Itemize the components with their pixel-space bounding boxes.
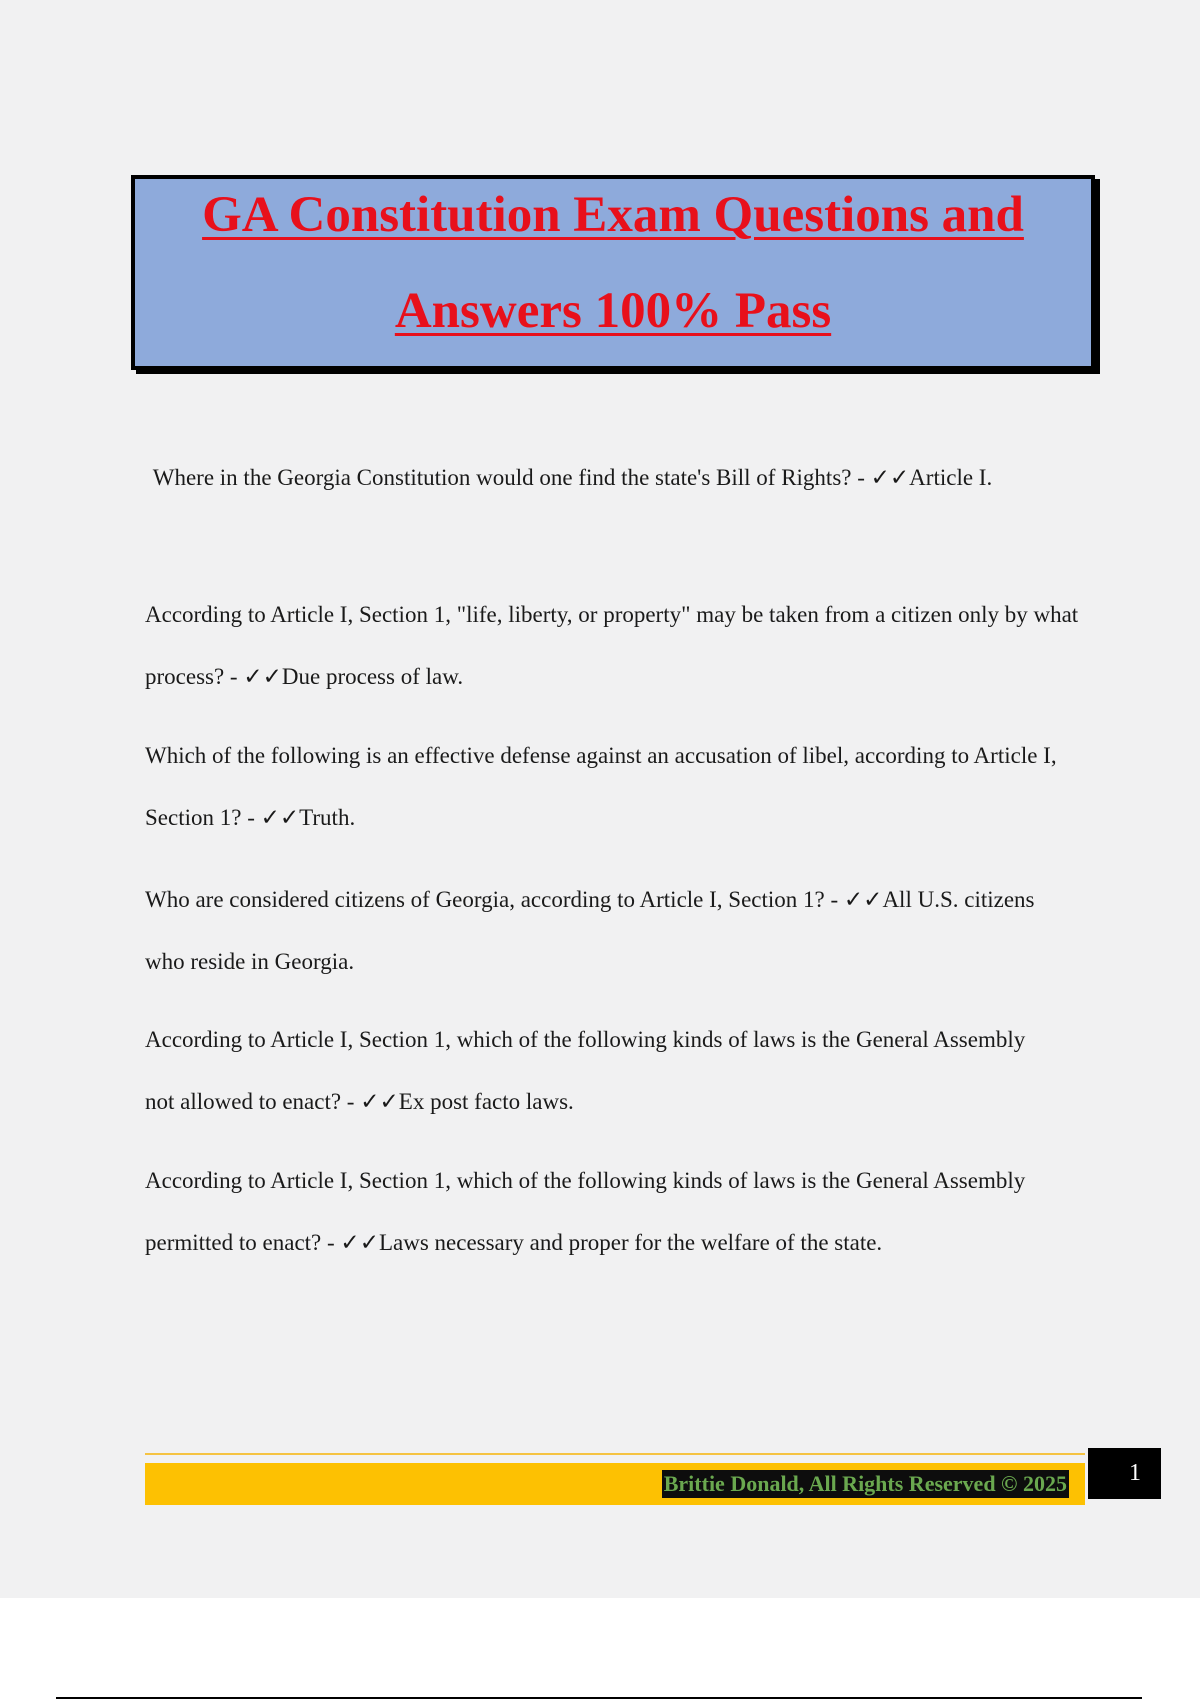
- qa-item: [145, 1150, 1055, 1274]
- document-title-line-2: Answers 100% Pass: [394, 283, 832, 339]
- qa-item: [147, 447, 997, 509]
- footer-divider: [145, 1453, 1085, 1455]
- answer-text: ✓✓All U.S. citizens who reside in Georgia.: [145, 887, 1041, 974]
- title-banner: [131, 175, 1095, 370]
- question-text: According to Article I, Section 1, which of the following kinds of laws is the General Assembly permitted to enact? -: [145, 1168, 1031, 1255]
- qa-item: [145, 725, 1075, 849]
- answer-text: ✓✓Laws necessary and proper for the welfare of the state.: [340, 1230, 883, 1255]
- question-text: Which of the following is an effective defense against an accusation of libel, according to Article I, Section 1? -: [145, 743, 1063, 830]
- answer-text: ✓✓Truth.: [260, 805, 356, 830]
- page-number: 1: [1088, 1448, 1161, 1499]
- question-text: Where in the Georgia Constitution would one find the state's Bill of Rights? -: [147, 465, 865, 490]
- answer-text: ✓✓Article I.: [870, 465, 993, 490]
- document-title-line-1: GA Constitution Exam Questions and: [202, 187, 1024, 243]
- question-text: According to Article I, Section 1, "life, liberty, or property" may be taken from a citizen only by what process? -: [145, 602, 1084, 689]
- question-text: According to Article I, Section 1, which of the following kinds of laws is the General Assembly not allowed to enact? -: [145, 1027, 1031, 1114]
- question-text: Who are considered citizens of Georgia, according to Article I, Section 1? -: [145, 887, 839, 912]
- qa-item: [145, 1009, 1055, 1133]
- answer-text: ✓✓Ex post facto laws.: [360, 1089, 574, 1114]
- page-separator: [56, 1697, 1142, 1699]
- qa-item: [145, 584, 1085, 708]
- qa-item: [145, 869, 1075, 993]
- footer-bar: [145, 1463, 1085, 1505]
- footer-copyright: Brittie Donald, All Rights Reserved © 2025: [663, 1471, 1067, 1496]
- answer-text: ✓✓Due process of law.: [243, 664, 464, 689]
